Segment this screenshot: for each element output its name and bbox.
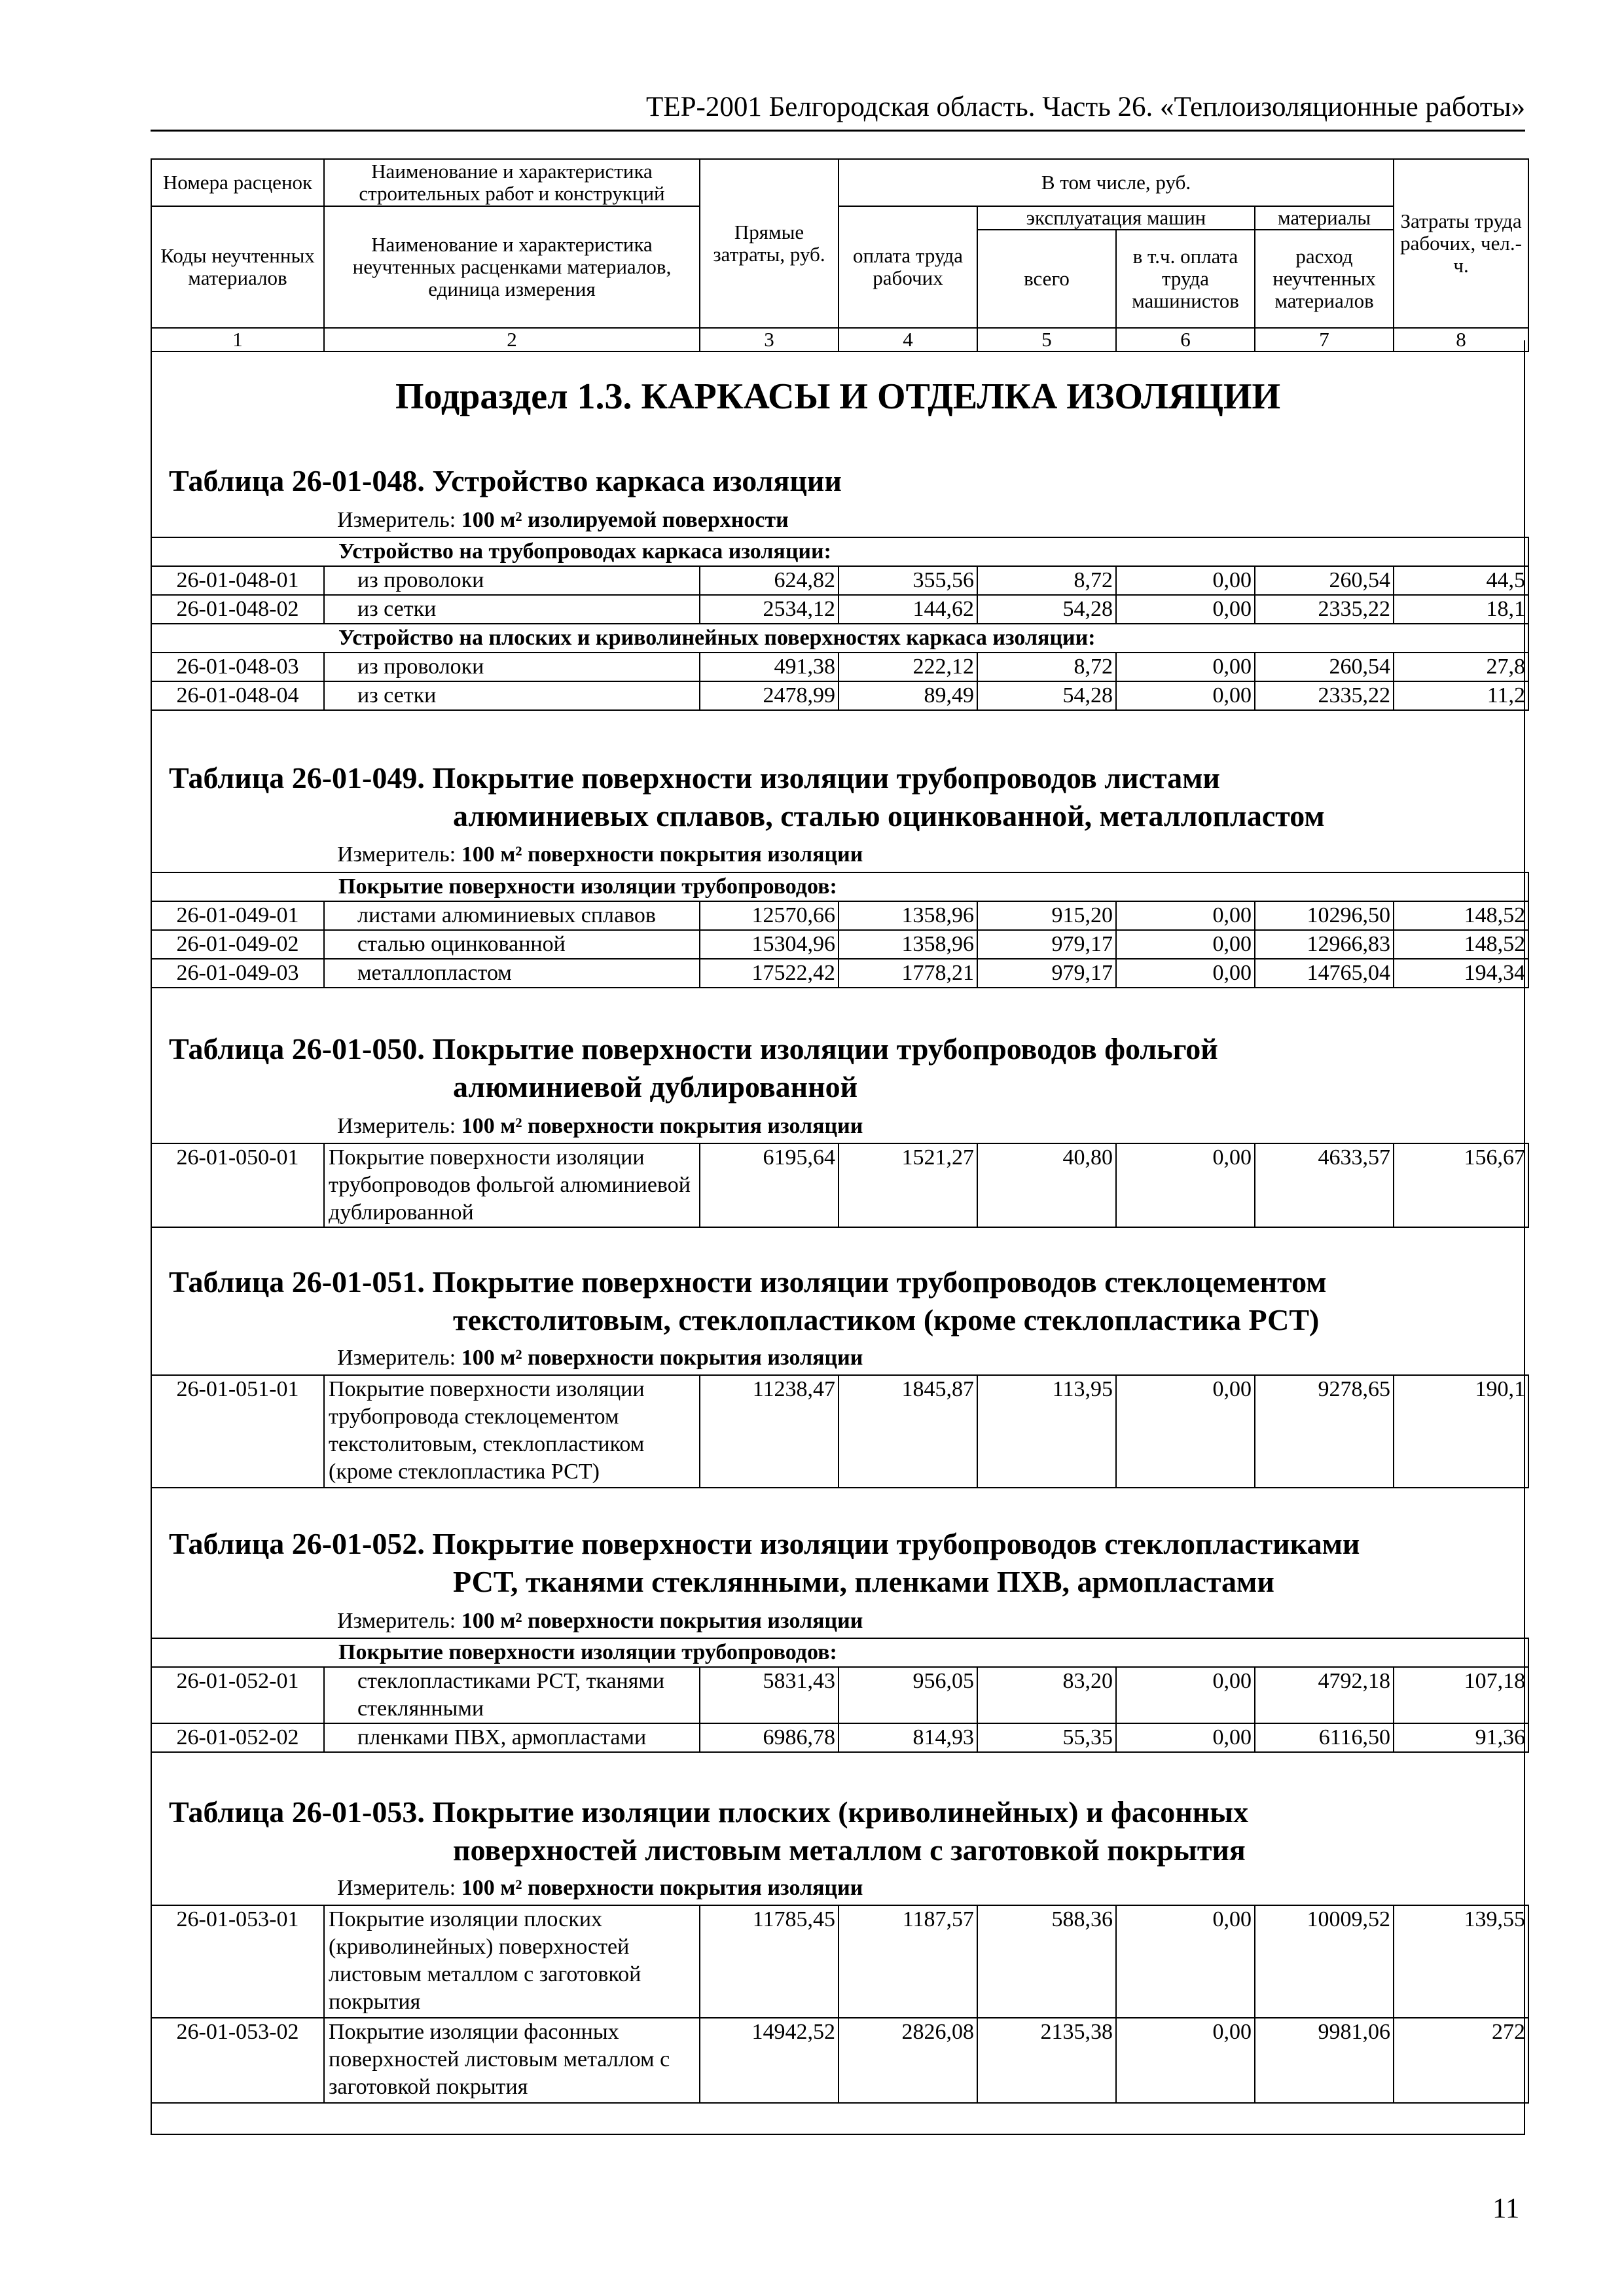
row-code: 26-01-051-01 (151, 1375, 324, 1488)
row-labor: 1187,57 (839, 1905, 977, 2018)
colnum-6: 6 (1116, 328, 1255, 351)
row-materials: 10296,50 (1255, 901, 1394, 930)
row-labor: 1521,27 (839, 1143, 977, 1227)
table-title-line2: алюминиевой дублированной (453, 1070, 858, 1103)
col2-bottom: Наименование и характеристика неучтенных расценками материалов, единица измерения (324, 206, 700, 328)
row-machinists: 0,00 (1116, 566, 1255, 595)
table-row (151, 653, 1528, 681)
row-direct: 2478,99 (700, 681, 839, 710)
row-labor-hours: 18,1 (1394, 595, 1528, 624)
table-row (151, 930, 1528, 959)
group-label: Устройство на плоских и криволинейных поверхностях каркаса изоляции: (151, 624, 1528, 653)
measure-value: 100 м² поверхности покрытия изоляции (461, 1609, 863, 1633)
row-machinists: 0,00 (1116, 1375, 1255, 1488)
table-title-line2: алюминиевых сплавов, сталью оцинкованной, металлопластом (453, 799, 1325, 833)
row-materials: 14765,04 (1255, 959, 1394, 988)
row-labor-hours: 139,55 (1394, 1905, 1528, 2018)
measure-label: Измеритель: (337, 842, 456, 867)
col4-header: оплата труда рабочих (839, 206, 977, 328)
measure-label: Измеритель: (337, 1114, 456, 1138)
row-direct: 6986,78 (700, 1723, 839, 1752)
group-label: Устройство на трубопроводах каркаса изоляции: (151, 537, 1528, 566)
table-row (151, 959, 1528, 988)
row-machines: 40,80 (977, 1143, 1116, 1227)
colnum-3: 3 (700, 328, 839, 351)
row-machines: 979,17 (977, 959, 1116, 988)
measure-value: 100 м² поверхности покрытия изоляции (461, 842, 863, 867)
colnum-7: 7 (1255, 328, 1394, 351)
group-row (151, 624, 1528, 653)
table-title-line1: Таблица 26-01-048. Устройство каркаса изоляции (169, 464, 842, 497)
table-048-title (169, 462, 1517, 500)
row-machines: 979,17 (977, 930, 1116, 959)
row-name: из сетки (324, 681, 700, 710)
row-code: 26-01-049-02 (151, 930, 324, 959)
row-machines: 915,20 (977, 901, 1116, 930)
table-row (151, 1667, 1528, 1723)
column-header-table (151, 158, 1529, 352)
row-code: 26-01-050-01 (151, 1143, 324, 1227)
group-row (151, 1638, 1528, 1667)
running-header: ТЕР-2001 Белгородская область. Часть 26. «Теплоизоляционные работы» (646, 92, 1525, 122)
row-labor-hours: 194,34 (1394, 959, 1528, 988)
row-direct: 6195,64 (700, 1143, 839, 1227)
row-direct: 11785,45 (700, 1905, 839, 2018)
row-labor: 2826,08 (839, 2018, 977, 2103)
table-048-measure (337, 507, 789, 534)
machines-header: эксплуатация машин (977, 206, 1255, 230)
table-row (151, 1143, 1528, 1227)
row-machinists: 0,00 (1116, 1143, 1255, 1227)
table-title-line2: поверхностей листовым металлом с заготовкой покрытия (453, 1833, 1246, 1867)
row-labor: 144,62 (839, 595, 977, 624)
table-048 (151, 537, 1529, 711)
row-materials: 2335,22 (1255, 681, 1394, 710)
row-labor: 1358,96 (839, 930, 977, 959)
row-code: 26-01-048-04 (151, 681, 324, 710)
row-labor-hours: 107,18 (1394, 1667, 1528, 1723)
table-049 (151, 872, 1529, 988)
measure-label: Измеритель: (337, 1876, 456, 1900)
row-machinists: 0,00 (1116, 1667, 1255, 1723)
colnum-5: 5 (977, 328, 1116, 351)
row-materials: 260,54 (1255, 566, 1394, 595)
table-row (151, 595, 1528, 624)
table-050-measure (337, 1113, 863, 1140)
row-code: 26-01-049-03 (151, 959, 324, 988)
row-machinists: 0,00 (1116, 653, 1255, 681)
table-053-measure (337, 1874, 863, 1902)
colnum-8: 8 (1394, 328, 1528, 351)
table-051 (151, 1374, 1529, 1488)
row-materials: 10009,52 (1255, 1905, 1394, 2018)
row-direct: 491,38 (700, 653, 839, 681)
col7-header: расход неучтенных материалов (1255, 230, 1394, 328)
row-labor: 222,12 (839, 653, 977, 681)
row-machines: 54,28 (977, 595, 1116, 624)
table-title-line2: РСТ, тканями стеклянными, пленками ПХВ, армопластами (453, 1565, 1274, 1598)
row-materials: 12966,83 (1255, 930, 1394, 959)
table-049-measure (337, 841, 863, 869)
table-title-line1: Таблица 26-01-053. Покрытие изоляции плоских (криволинейных) и фасонных (169, 1795, 1249, 1829)
row-direct: 14942,52 (700, 2018, 839, 2103)
group-header: В том числе, руб. (839, 159, 1394, 206)
row-machinists: 0,00 (1116, 2018, 1255, 2103)
row-machines: 8,72 (977, 653, 1116, 681)
table-053 (151, 1905, 1529, 2104)
row-labor-hours: 156,67 (1394, 1143, 1528, 1227)
row-code: 26-01-053-02 (151, 2018, 324, 2103)
table-row (151, 681, 1528, 710)
group-row (151, 537, 1528, 566)
row-name: Покрытие изоляции плоских (криволинейных) поверхностей листовым металлом с заготовкой покрытия (324, 1905, 700, 2018)
row-machinists: 0,00 (1116, 1723, 1255, 1752)
row-materials: 9981,06 (1255, 2018, 1394, 2103)
table-row (151, 1723, 1528, 1752)
row-machines: 83,20 (977, 1667, 1116, 1723)
row-machines: 2135,38 (977, 2018, 1116, 2103)
measure-label: Измеритель: (337, 508, 456, 532)
row-name: Покрытие изоляции фасонных поверхностей листовым металлом с заготовкой покрытия (324, 2018, 700, 2103)
row-code: 26-01-052-02 (151, 1723, 324, 1752)
row-code: 26-01-049-01 (151, 901, 324, 930)
row-name: стеклопластиками РСТ, тканями стеклянными (324, 1667, 700, 1723)
measure-value: 100 м² поверхности покрытия изоляции (461, 1876, 863, 1900)
row-machinists: 0,00 (1116, 1905, 1255, 2018)
measure-label: Измеритель: (337, 1609, 456, 1633)
colnum-1: 1 (151, 328, 324, 351)
row-labor: 956,05 (839, 1667, 977, 1723)
table-051-title (169, 1263, 1517, 1339)
row-labor-hours: 44,5 (1394, 566, 1528, 595)
row-machinists: 0,00 (1116, 930, 1255, 959)
col1-top: Номера расценок (151, 159, 324, 206)
group-label: Покрытие поверхности изоляции трубопроводов: (151, 1638, 1528, 1667)
table-051-measure (337, 1344, 863, 1372)
row-name: листами алюминиевых сплавов (324, 901, 700, 930)
row-name: Покрытие поверхности изоляции трубопроводов фольгой алюминиевой дублированной (324, 1143, 700, 1227)
row-materials: 260,54 (1255, 653, 1394, 681)
row-name: из сетки (324, 595, 700, 624)
col1-bottom: Коды неучтенных материалов (151, 206, 324, 328)
table-053-title (169, 1793, 1517, 1869)
table-049-title (169, 759, 1517, 835)
row-code: 26-01-053-01 (151, 1905, 324, 2018)
measure-value: 100 м² поверхности покрытия изоляции (461, 1114, 863, 1138)
table-row (151, 1375, 1528, 1488)
header-rule (151, 130, 1525, 132)
table-row (151, 901, 1528, 930)
row-labor-hours: 272 (1394, 2018, 1528, 2103)
row-direct: 15304,96 (700, 930, 839, 959)
table-050 (151, 1143, 1529, 1228)
row-labor-hours: 190,1 (1394, 1375, 1528, 1488)
row-materials: 6116,50 (1255, 1723, 1394, 1752)
row-labor-hours: 27,8 (1394, 653, 1528, 681)
row-code: 26-01-048-03 (151, 653, 324, 681)
row-name: из проволоки (324, 566, 700, 595)
row-machinists: 0,00 (1116, 595, 1255, 624)
row-direct: 12570,66 (700, 901, 839, 930)
row-materials: 4792,18 (1255, 1667, 1394, 1723)
table-052-title (169, 1525, 1517, 1601)
row-labor-hours: 148,52 (1394, 901, 1528, 930)
row-labor: 1358,96 (839, 901, 977, 930)
table-050-title (169, 1030, 1517, 1106)
row-materials: 4633,57 (1255, 1143, 1394, 1227)
col3-header: Прямые затраты, руб. (700, 159, 839, 328)
row-labor: 1778,21 (839, 959, 977, 988)
table-title-line1: Таблица 26-01-049. Покрытие поверхности изоляции трубопроводов листами (169, 761, 1220, 795)
row-labor-hours: 91,36 (1394, 1723, 1528, 1752)
row-machinists: 0,00 (1116, 681, 1255, 710)
measure-value: 100 м² изолируемой поверхности (461, 508, 789, 532)
table-title-line1: Таблица 26-01-050. Покрытие поверхности изоляции трубопроводов фольгой (169, 1032, 1218, 1066)
row-machines: 54,28 (977, 681, 1116, 710)
row-code: 26-01-048-01 (151, 566, 324, 595)
table-title-line1: Таблица 26-01-051. Покрытие поверхности изоляции трубопроводов стеклоцементом (169, 1265, 1327, 1299)
col5-header: всего (977, 230, 1116, 328)
row-labor-hours: 148,52 (1394, 930, 1528, 959)
row-labor: 89,49 (839, 681, 977, 710)
row-name: пленками ПВХ, армопластами (324, 1723, 700, 1752)
col2-top: Наименование и характеристика строительных работ и конструкций (324, 159, 700, 206)
row-labor: 814,93 (839, 1723, 977, 1752)
table-052 (151, 1638, 1529, 1753)
row-labor: 1845,87 (839, 1375, 977, 1488)
colnum-2: 2 (324, 328, 700, 351)
row-machines: 8,72 (977, 566, 1116, 595)
group-label: Покрытие поверхности изоляции трубопроводов: (151, 872, 1528, 901)
row-name: Покрытие поверхности изоляции трубопровода стеклоцементом текстолитовым, стеклопластиком (кроме стеклопластика РСТ) (324, 1375, 700, 1488)
group-row (151, 872, 1528, 901)
materials-header: материалы (1255, 206, 1394, 230)
table-row (151, 1905, 1528, 2018)
table-052-measure (337, 1607, 863, 1635)
row-direct: 11238,47 (700, 1375, 839, 1488)
row-materials: 9278,65 (1255, 1375, 1394, 1488)
subsection-title: Подраздел 1.3. КАРКАСЫ И ОТДЕЛКА ИЗОЛЯЦИИ (395, 376, 1281, 417)
row-direct: 624,82 (700, 566, 839, 595)
row-name: сталью оцинкованной (324, 930, 700, 959)
col8-header: Затраты труда рабочих, чел.-ч. (1394, 159, 1528, 328)
table-row (151, 2018, 1528, 2103)
row-machines: 55,35 (977, 1723, 1116, 1752)
row-machinists: 0,00 (1116, 901, 1255, 930)
row-labor: 355,56 (839, 566, 977, 595)
row-materials: 2335,22 (1255, 595, 1394, 624)
table-title-line1: Таблица 26-01-052. Покрытие поверхности изоляции трубопроводов стеклопластиками (169, 1527, 1360, 1560)
measure-label: Измеритель: (337, 1346, 456, 1370)
row-direct: 2534,12 (700, 595, 839, 624)
row-name: из проволоки (324, 653, 700, 681)
row-machinists: 0,00 (1116, 959, 1255, 988)
measure-value: 100 м² поверхности покрытия изоляции (461, 1346, 863, 1370)
row-direct: 5831,43 (700, 1667, 839, 1723)
colnum-4: 4 (839, 328, 977, 351)
row-code: 26-01-052-01 (151, 1667, 324, 1723)
page-number: 11 (1492, 2193, 1520, 2224)
row-machines: 588,36 (977, 1905, 1116, 2018)
col6-header: в т.ч. оплата труда машинистов (1116, 230, 1255, 328)
table-row (151, 566, 1528, 595)
row-name: металлопластом (324, 959, 700, 988)
row-machines: 113,95 (977, 1375, 1116, 1488)
row-labor-hours: 11,2 (1394, 681, 1528, 710)
table-title-line2: текстолитовым, стеклопластиком (кроме стеклопластика РСТ) (453, 1303, 1320, 1336)
row-code: 26-01-048-02 (151, 595, 324, 624)
row-direct: 17522,42 (700, 959, 839, 988)
